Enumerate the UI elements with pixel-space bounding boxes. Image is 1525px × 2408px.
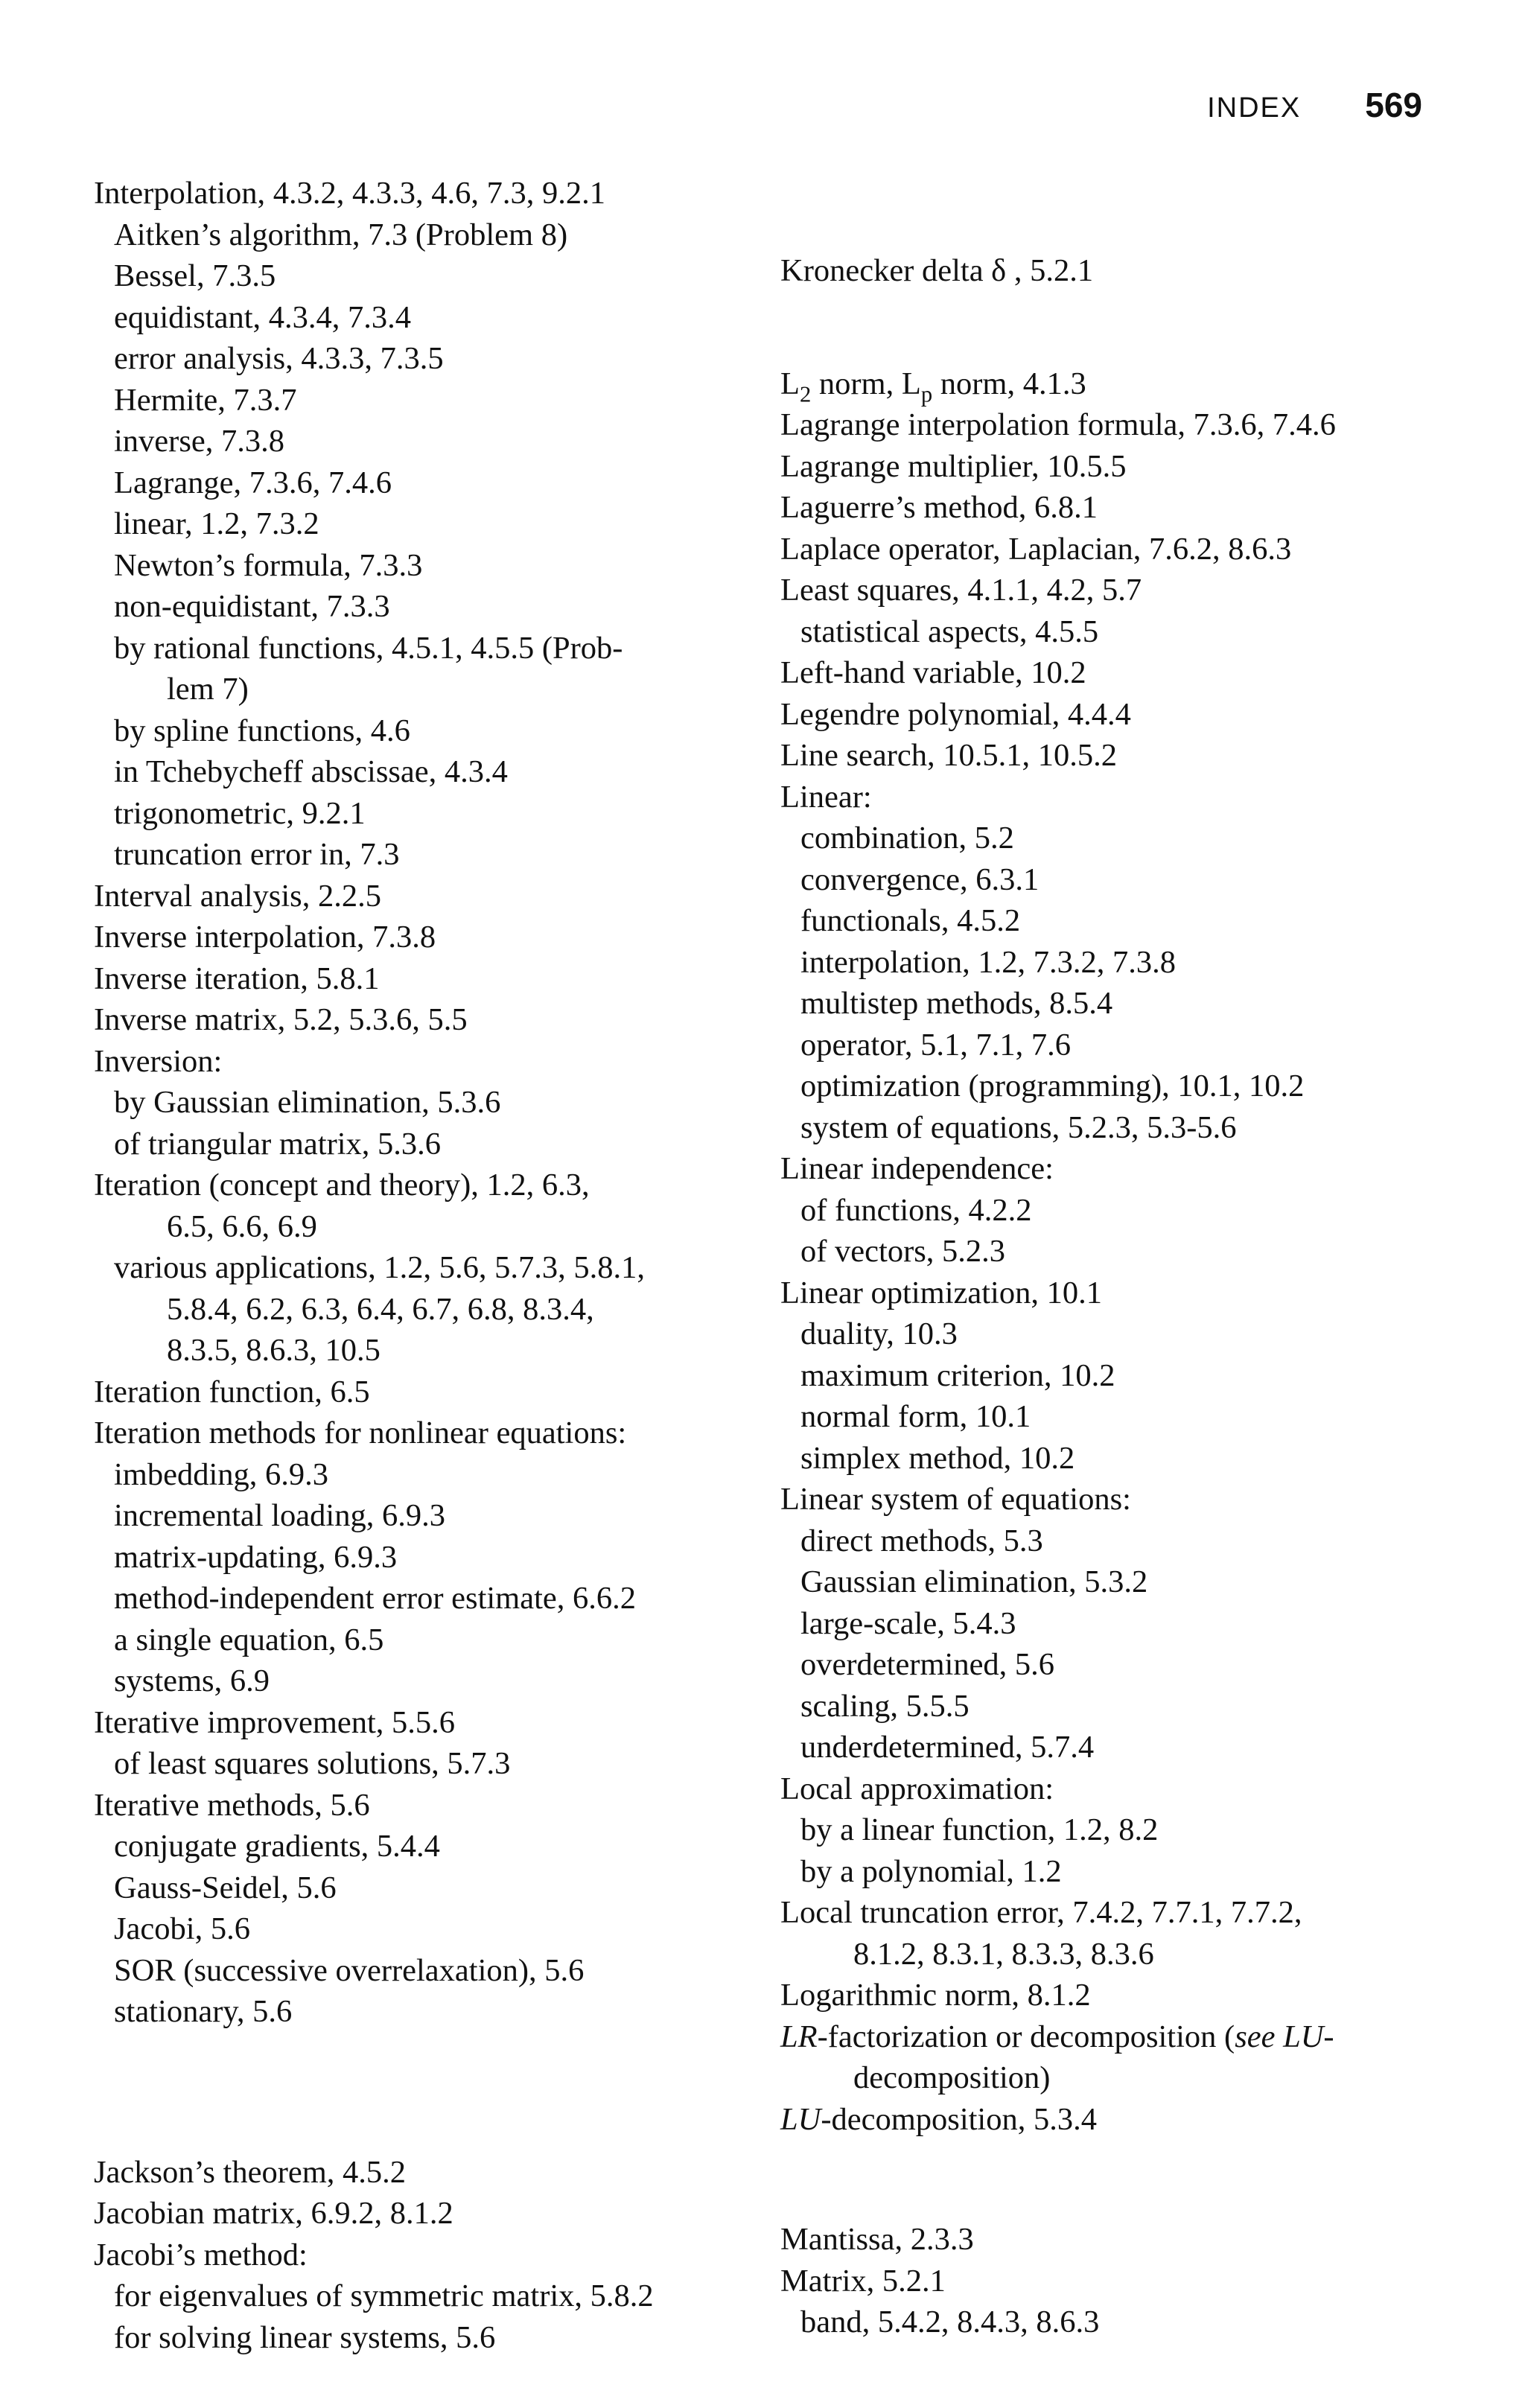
index-entry: Iteration (concept and theory), 1.2, 6.3,	[94, 1168, 590, 1203]
index-entry: Jacobian matrix, 6.9.2, 8.1.2	[94, 2196, 453, 2231]
entry-text-part: L	[901, 366, 921, 401]
entry-text-part: norm, 4.1.3	[932, 366, 1086, 401]
index-subentry: Gauss-Seidel, 5.6	[114, 1870, 337, 1905]
index-subentry: trigonometric, 9.2.1	[114, 795, 366, 831]
index-entry: Least squares, 4.1.1, 4.2, 5.7	[780, 573, 1142, 608]
index-subentry: of functions, 4.2.2	[800, 1192, 1032, 1228]
index-entry: Iteration methods for nonlinear equations:	[94, 1415, 627, 1450]
index-subentry: Newton’s formula, 7.3.3	[114, 547, 423, 583]
index-subentry: underdetermined, 5.7.4	[800, 1730, 1095, 1765]
index-subentry: convergence, 6.3.1	[800, 861, 1040, 897]
index-entry: Jacobi’s method:	[94, 2237, 308, 2272]
index-subentry: non-equidistant, 7.3.3	[114, 589, 390, 624]
entry-text-part: -decomposition, 5.3.4	[821, 2101, 1097, 2137]
index-continuation: 6.5, 6.6, 6.9	[167, 1208, 317, 1244]
index-column-right	[780, 250, 1473, 2343]
index-entry: Inverse iteration, 5.8.1	[94, 961, 380, 996]
index-subentry: by spline functions, 4.6	[114, 713, 410, 748]
index-continuation: decomposition)	[853, 2060, 1051, 2095]
index-subentry: by a polynomial, 1.2	[800, 1853, 1062, 1889]
index-subentry: by a linear function, 1.2, 8.2	[800, 1812, 1159, 1847]
index-subentry: multistep methods, 8.5.4	[800, 986, 1113, 1021]
index-entry: Left-hand variable, 10.2	[780, 655, 1086, 690]
index-subentry: systems, 6.9	[114, 1663, 270, 1698]
index-entry: Laplace operator, Laplacian, 7.6.2, 8.6.3	[780, 531, 1292, 567]
index-subentry: band, 5.4.2, 8.4.3, 8.6.3	[800, 2305, 1100, 2339]
page-number: 569	[1365, 86, 1422, 124]
subscript: 2	[799, 381, 812, 407]
index-entry: Line search, 10.5.1, 10.5.2	[780, 738, 1118, 773]
index-subentry: simplex method, 10.2	[800, 1440, 1075, 1476]
index-subentry: in Tchebycheff abscissae, 4.3.4	[114, 754, 508, 789]
index-subentry: of triangular matrix, 5.3.6	[114, 1126, 442, 1162]
subscript: p	[920, 381, 933, 407]
running-header	[1207, 85, 1422, 125]
index-entry: Kronecker delta δ , 5.2.1	[780, 253, 1094, 288]
index-subentry: by Gaussian elimination, 5.3.6	[114, 1085, 501, 1120]
index-subentry: Hermite, 7.3.7	[114, 382, 297, 418]
index-subentry: large-scale, 5.4.3	[800, 1605, 1016, 1641]
index-entry: Linear optimization, 10.1	[780, 1275, 1102, 1310]
index-subentry: overdetermined, 5.6	[800, 1647, 1055, 1682]
index-subentry: for eigenvalues of symmetric matrix, 5.8.2	[114, 2278, 654, 2313]
index-subentry: Gaussian elimination, 5.3.2	[800, 1564, 1148, 1599]
index-entry: Iterative methods, 5.6	[94, 1787, 370, 1823]
index-subentry: truncation error in, 7.3	[114, 837, 400, 872]
index-subentry: Jacobi, 5.6	[114, 1911, 250, 1946]
index-subentry: combination, 5.2	[800, 821, 1014, 856]
index-subentry: SOR (successive overrelaxation), 5.6	[114, 1952, 585, 1988]
entry-text-part: LU	[780, 2101, 821, 2137]
entry-text-part: norm,	[811, 366, 902, 401]
index-subentry: matrix-updating, 6.9.3	[114, 1539, 398, 1575]
index-subentry: direct methods, 5.3	[800, 1523, 1043, 1558]
index-subentry: of least squares solutions, 5.7.3	[114, 1746, 511, 1781]
index-entry: Iterative improvement, 5.5.6	[94, 1704, 456, 1740]
index-subentry: for solving linear systems, 5.6	[114, 2319, 496, 2355]
index-entry: Local approximation:	[780, 1771, 1054, 1806]
index-subentry: error analysis, 4.3.3, 7.3.5	[114, 341, 444, 376]
index-entry: Lagrange interpolation formula, 7.3.6, 7.4.6	[780, 407, 1336, 442]
index-continuation: lem 7)	[167, 672, 249, 707]
index-subentry: various applications, 1.2, 5.6, 5.7.3, 5.8.1,	[114, 1250, 645, 1285]
index-entry: Linear:	[780, 779, 872, 815]
index-entry: Interpolation, 4.3.2, 4.3.3, 4.6, 7.3, 9.2.1	[94, 176, 606, 211]
index-entry: Linear system of equations:	[780, 1482, 1131, 1517]
index-subentry: Bessel, 7.3.5	[114, 258, 276, 293]
index-entry: Laguerre’s method, 6.8.1	[780, 490, 1098, 525]
index-entry	[780, 2099, 1473, 2141]
index-continuation: 5.8.4, 6.2, 6.3, 6.4, 6.7, 6.8, 8.3.4,	[167, 1291, 594, 1327]
index-entry: Matrix, 5.2.1	[780, 2263, 946, 2299]
index-entry: Interval analysis, 2.2.5	[94, 878, 381, 914]
entry-text-part: see LU-	[1235, 2019, 1334, 2054]
index-subentry: duality, 10.3	[800, 1316, 958, 1351]
index-entry: Lagrange multiplier, 10.5.5	[780, 448, 1127, 484]
index-subentry: imbedding, 6.9.3	[114, 1456, 329, 1492]
index-subentry: scaling, 5.5.5	[800, 1688, 970, 1724]
index-subentry: incremental loading, 6.9.3	[114, 1498, 445, 1533]
index-subentry: conjugate gradients, 5.4.4	[114, 1829, 440, 1864]
header-label: INDEX	[1207, 92, 1302, 124]
index-subentry: system of equations, 5.2.3, 5.3-5.6	[800, 1109, 1237, 1145]
index-entry	[780, 363, 1473, 405]
entry-text-part: L	[780, 366, 800, 401]
index-subentry: maximum criterion, 10.2	[800, 1357, 1115, 1393]
index-subentry: of vectors, 5.2.3	[800, 1234, 1006, 1269]
index-subentry: functionals, 4.5.2	[800, 903, 1021, 938]
index-continuation: 8.3.5, 8.6.3, 10.5	[167, 1333, 381, 1368]
index-entry: Inverse matrix, 5.2, 5.3.6, 5.5	[94, 1002, 468, 1037]
index-subentry: stationary, 5.6	[114, 1994, 293, 2029]
index-subentry: method-independent error estimate, 6.6.2	[114, 1581, 637, 1616]
index-subentry: by rational functions, 4.5.1, 4.5.5 (Prob-	[114, 630, 623, 666]
index-continuation: 8.1.2, 8.3.1, 8.3.3, 8.3.6	[853, 1936, 1154, 1972]
index-entry: Jackson’s theorem, 4.5.2	[94, 2154, 407, 2190]
index-entry: Iteration function, 6.5	[94, 1374, 370, 1410]
index-entry: Linear independence:	[780, 1151, 1054, 1186]
index-subentry: a single equation, 6.5	[114, 1622, 384, 1657]
entry-text-part: LR	[780, 2019, 818, 2054]
index-entry	[780, 2016, 1473, 2058]
index-column-left	[94, 173, 779, 2358]
index-subentry: Aitken’s algorithm, 7.3 (Problem 8)	[114, 217, 568, 252]
index-subentry: normal form, 10.1	[800, 1399, 1031, 1434]
index-subentry: statistical aspects, 4.5.5	[800, 614, 1099, 649]
index-entry: Inverse interpolation, 7.3.8	[94, 920, 436, 955]
index-subentry: operator, 5.1, 7.1, 7.6	[800, 1027, 1072, 1063]
index-entry: Inversion:	[94, 1043, 223, 1079]
index-subentry: inverse, 7.3.8	[114, 424, 284, 459]
index-entry: Local truncation error, 7.4.2, 7.7.1, 7.7.2,	[780, 1895, 1302, 1930]
entry-text-part: -factorization or decomposition (	[817, 2019, 1235, 2054]
index-subentry: interpolation, 1.2, 7.3.2, 7.3.8	[800, 944, 1177, 980]
index-subentry: equidistant, 4.3.4, 7.3.4	[114, 299, 411, 335]
index-entry: Legendre polynomial, 4.4.4	[780, 696, 1131, 732]
index-subentry: Lagrange, 7.3.6, 7.4.6	[114, 465, 392, 500]
index-entry: Mantissa, 2.3.3	[780, 2222, 974, 2257]
index-entry: Logarithmic norm, 8.1.2	[780, 1978, 1091, 2013]
index-subentry: optimization (programming), 10.1, 10.2	[800, 1068, 1305, 1103]
index-subentry: linear, 1.2, 7.3.2	[114, 506, 319, 541]
